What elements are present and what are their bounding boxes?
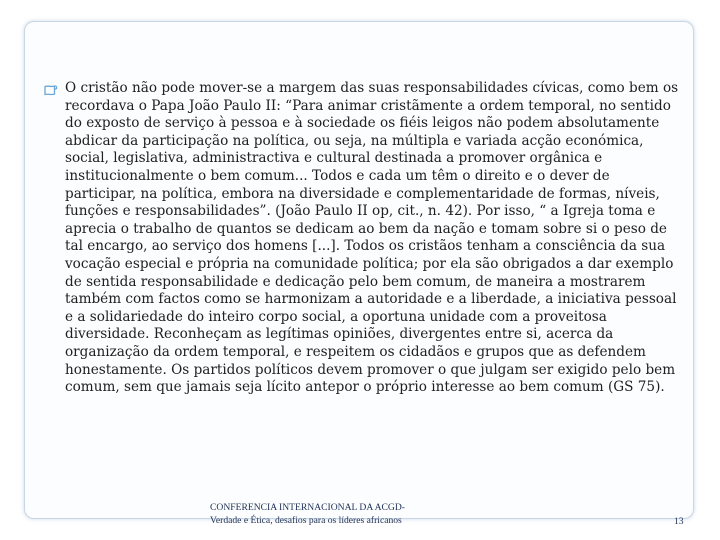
bullet-paragraph <box>44 80 684 397</box>
footer-line-2: Verdade e Ética, desafios para os líderes africanos <box>210 515 402 526</box>
body-paragraph: O cristão não pode mover-se a margem das suas responsabilidades cívicas, como bem os recordava o Papa João Paulo II: “Para animar cristãmente a ordem temporal, no sentido do exposto de serviço à pessoa e à sociedade os fiéis leigos não podem absolutamente abdicar da participação na política, ou seja, na múltipla e variada acção económica, social, legislativa, administractiva e cultural destinada a promover orgânica e institucionalmente o bem comum... Todos e cada um têm o direito e o dever de participar, na política, embora na diversidade e complementaridade de formas, níveis, funções e responsabilidades”. (João Paulo II op, cit., n. 42). Por isso, “ a Igreja toma e aprecia o trabalho de quantos se dedicam ao bem da nação e tomam sobre si o peso de tal encargo, ao serviço dos homens [...]. Todos os cristãos tenham a consciência da sua vocação especial e própria na comunidade política; por ela são obrigados a dar exemplo de sentida responsabilidade e dedicação pelo bem comum, de maneira a mostrarem também com factos como se harmonizam a autoridade e a liberdade, a iniciativa pessoal e a solidariedade do inteiro corpo social, a oportuna unidade com a proveitosa diversidade. Reconheçam as legítimas opiniões, divergentes entre si, acerca da organização da ordem temporal, e respeitem os cidadãos e grupos que as defendem honestamente. Os partidos políticos devem promover o que julgam ser exigido pelo bem comum, sem que jamais seja lícito antepor o próprio interesse ao bem comum (GS 75). <box>65 80 679 396</box>
page-curl-bullet-icon <box>44 84 58 96</box>
page-number: 13 <box>674 516 684 527</box>
slide-content <box>44 80 684 397</box>
footer-title <box>210 501 405 527</box>
footer-line-1: CONFERENCIA INTERNACIONAL DA ACGD- <box>210 502 405 513</box>
